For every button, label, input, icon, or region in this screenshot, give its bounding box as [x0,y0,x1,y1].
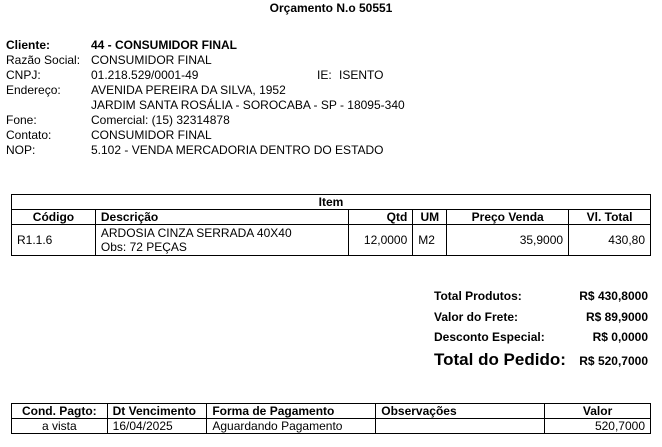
items-header-row [12,210,651,225]
item-obs: Obs: 72 PEÇAS [100,240,187,254]
header-cond-pagto: Cond. Pagto: [12,404,108,419]
fone-value: Comercial: (15) 32314878 [91,113,230,127]
table-row [12,419,651,434]
items-table [11,194,651,256]
cliente-value: 44 - CONSUMIDOR FINAL [91,38,238,52]
nop-value: 5.102 - VENDA MERCADORIA DENTRO DO ESTADO [91,143,384,157]
valor-frete-value: R$ 89,9000 [585,310,648,324]
cell-cond-pagto: a vista [12,419,108,434]
header-forma-pagamento: Forma de Pagamento [207,404,376,419]
header-valor: Valor [545,404,651,419]
endereco-label: Endereço: [6,83,61,97]
header-qtd: Qtd [349,210,413,225]
endereco-line1: AVENIDA PEREIRA DA SILVA, 1952 [91,83,286,97]
cnpj-value [91,68,384,83]
desconto-label: Desconto Especial: [434,330,545,344]
total-pedido-value: R$ 520,7000 [579,354,648,368]
items-group-header-row [12,195,651,210]
cell-preco: 35,9000 [447,225,569,256]
cell-qtd: 12,0000 [349,225,413,256]
fone-label: Fone: [6,113,37,127]
cliente-label: Cliente: [6,38,51,52]
ie-value: ISENTO [339,68,384,82]
header-dt-vencimento: Dt Vencimento [107,404,207,419]
header-total: Vl. Total [569,210,651,225]
cell-forma-pagamento: Aguardando Pagamento [207,419,376,434]
cell-total: 430,80 [569,225,651,256]
contato-value: CONSUMIDOR FINAL [91,128,212,142]
ie-label: IE: [317,68,332,82]
page-title: Orçamento N.o 50551 [269,1,393,15]
payment-table [11,403,651,434]
cell-descricao [95,225,348,256]
header-codigo: Código [12,210,96,225]
cell-valor: 520,7000 [545,419,651,434]
items-group-header: Item [12,195,651,210]
header-observacoes: Observações [376,404,545,419]
cell-um: M2 [413,225,447,256]
total-pedido-row [432,350,648,374]
nop-label: NOP: [6,143,36,157]
total-pedido-label: Total do Pedido: [434,350,566,369]
header-descricao: Descrição [95,210,348,225]
header-preco: Preço Venda [447,210,569,225]
cell-dt-vencimento: 16/04/2025 [107,419,207,434]
total-produtos-value: R$ 430,8000 [579,289,648,303]
item-description: ARDOSIA CINZA SERRADA 40X40 [100,226,292,240]
contato-label: Contato: [6,128,52,142]
cell-codigo: R1.1.6 [12,225,96,256]
totals-block [432,289,648,374]
cnpj-number: 01.218.529/0001-49 [91,68,199,82]
payment-header-row [12,404,651,419]
desconto-row [432,330,648,350]
endereco-line2: JARDIM SANTA ROSÁLIA - SOROCABA - SP - 18095-340 [91,98,405,112]
valor-frete-row [432,310,648,330]
cnpj-label: CNPJ: [6,68,41,82]
table-row [12,225,651,256]
header-um: UM [413,210,447,225]
cell-observacoes [376,419,545,434]
total-produtos-row [432,289,648,310]
total-produtos-label: Total Produtos: [434,289,522,303]
valor-frete-label: Valor do Frete: [434,310,519,324]
razao-label: Razão Social: [6,53,81,67]
razao-value: CONSUMIDOR FINAL [91,53,212,67]
desconto-value: R$ 0,0000 [592,330,648,344]
